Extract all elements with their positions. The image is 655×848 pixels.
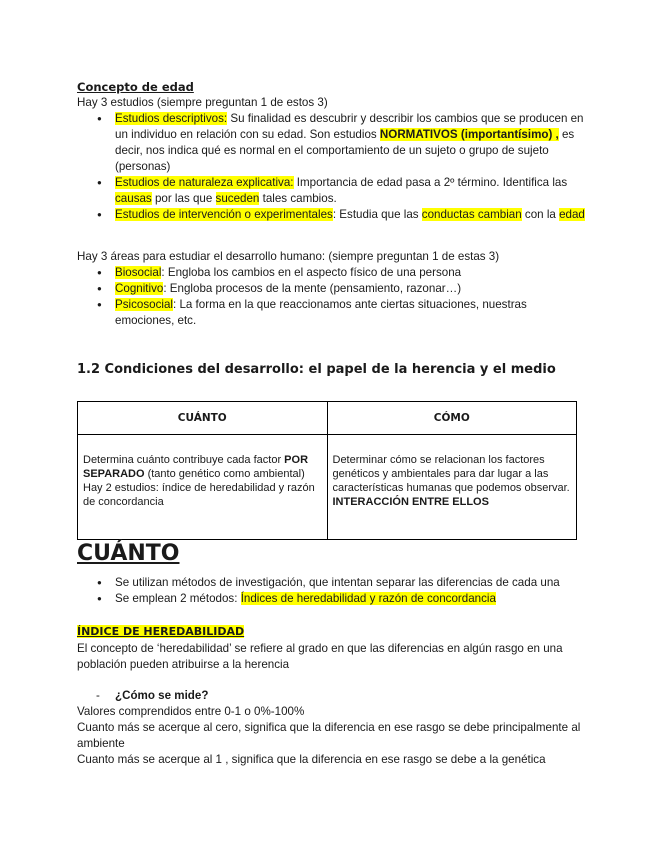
table-row bbox=[78, 435, 577, 540]
list-item: ● Psicosocial: La forma en la que reaccionamos ante ciertas situaciones, nuestras emociones, etc. bbox=[77, 297, 587, 329]
table-cell-como: Determinar cómo se relacionan los factores genéticos y ambientales para dar lugar a las características humanas que podemos observar. INTERACCIÓN ENTRE ELLOS bbox=[327, 435, 577, 540]
uno-line: Cuanto más se acerque al 1 , significa que la diferencia en ese rasgo se debe a la genética bbox=[77, 753, 546, 766]
valores-line: Valores comprendidos entre 0-1 o 0%-100% bbox=[77, 705, 305, 718]
dash-bullet: - bbox=[96, 689, 100, 702]
areas-list bbox=[77, 265, 587, 329]
table-cell-cuanto: Determina cuánto contribuye cada factor POR SEPARADO (tanto genético como ambiental) Hay 2 estudios: índice de heredabilidad y razón de concordancia bbox=[78, 435, 328, 540]
table-header-cuanto: CUÁNTO bbox=[78, 402, 328, 435]
list-item: ● Se utilizan métodos de investigación, que intentan separar las diferencias de cada una bbox=[77, 575, 597, 591]
heading-indice-heredabilidad: ÍNDICE DE HEREDABILIDAD bbox=[77, 625, 245, 638]
intro-estudios: Hay 3 estudios (siempre preguntan 1 de estos 3) bbox=[77, 96, 328, 109]
cero-line: Cuanto más se acerque al cero, significa que la diferencia en ese rasgo se debe principalmente al ambiente bbox=[77, 721, 581, 750]
question-como-se-mide: ¿Cómo se mide? bbox=[115, 689, 209, 702]
list-item: ● Estudios de intervención o experimentales: Estudia que las conductas cambian con la edad bbox=[77, 207, 587, 223]
list-item: ● Biosocial: Engloba los cambios en el aspecto físico de una persona bbox=[77, 265, 587, 281]
heading-cuanto: CUÁNTO bbox=[77, 541, 180, 566]
table-header-row bbox=[78, 402, 577, 435]
intro-areas: Hay 3 áreas para estudiar el desarrollo humano: (siempre preguntan 1 de estas 3) bbox=[77, 250, 500, 263]
heading-indice-heredabilidad-wrap bbox=[77, 624, 244, 640]
estudios-list bbox=[77, 111, 587, 223]
table-header-como: CÓMO bbox=[327, 402, 577, 435]
heading-condiciones: 1.2 Condiciones del desarrollo: el papel de la herencia y el medio bbox=[77, 362, 556, 377]
list-item: ● Estudios descriptivos: Su finalidad es descubrir y describir los cambios que se producen en un individuo en relación con su edad. Son estudios NORMATIVOS (importantísimo) , es decir, nos indica qué es normal en el comportamiento de un sujeto o grupo de sujeto (personas) bbox=[77, 111, 587, 175]
metodos-list bbox=[77, 575, 597, 607]
list-item: ● Se emplean 2 métodos: Índices de heredabilidad y razón de concordancia bbox=[77, 591, 597, 607]
comparison-table bbox=[77, 401, 577, 540]
list-item: ● Cognitivo: Engloba procesos de la mente (pensamiento, razonar…) bbox=[77, 281, 587, 297]
list-item: ● Estudios de naturaleza explicativa: Importancia de edad pasa a 2º término. Identifica las causas por las que suceden tales cambios. bbox=[77, 175, 587, 207]
heredabilidad-paragraph: El concepto de ‘heredabilidad’ se refiere al grado en que las diferencias en algún rasgo en una población pueden atribuirse a la herencia bbox=[77, 642, 563, 671]
heading-concepto-edad: Concepto de edad bbox=[77, 80, 194, 94]
